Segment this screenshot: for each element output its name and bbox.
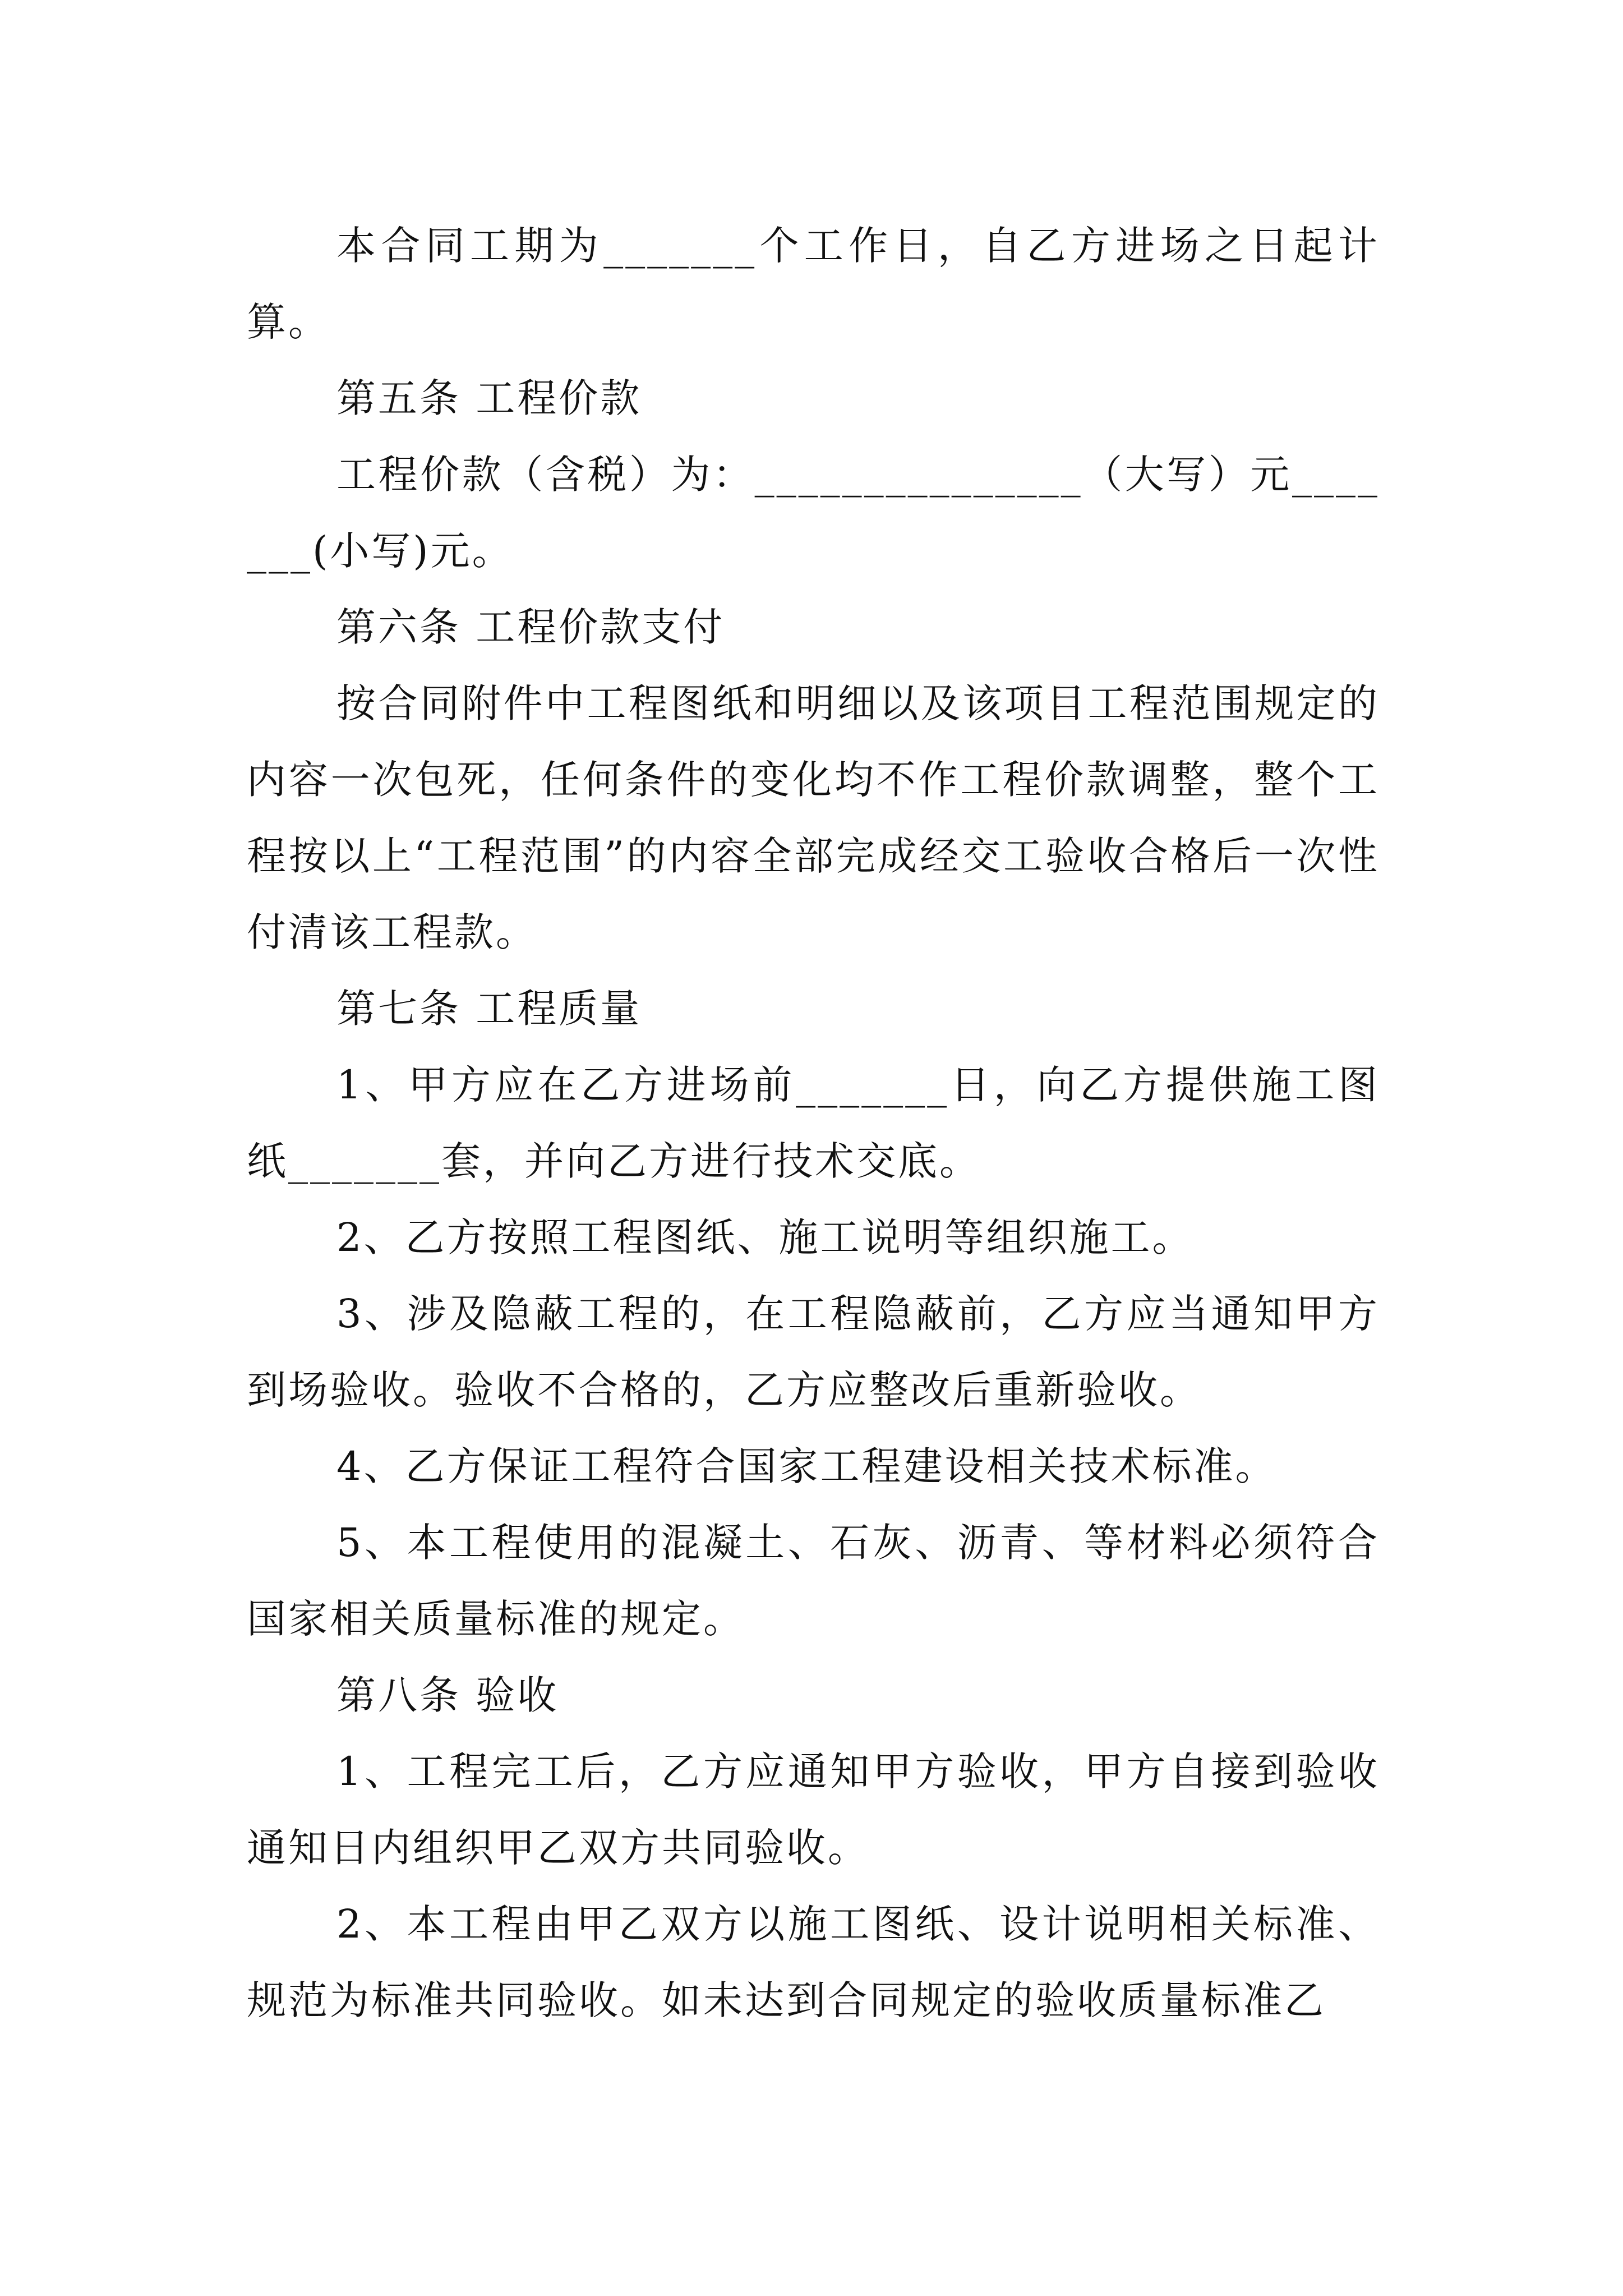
article-5-heading: 第五条 工程价款 <box>336 375 642 421</box>
article-7-heading: 第七条 工程质量 <box>336 986 642 1032</box>
paragraph-construction-period: 本合同工期为_______个工作日，自乙方进场之日起计算。 <box>247 223 1380 345</box>
article-8-heading: 第八条 验收 <box>336 1672 559 1718</box>
article-6-heading: 第六条 工程价款支付 <box>336 604 725 650</box>
paragraph-payment-terms: 按合同附件中工程图纸和明细以及该项目工程范围规定的内容一次包死，任何条件的变化均不作工程价款调整，整个工程按以上“工程范围”的内容全部完成经交工验收合格后一次性付清该工程款。 <box>247 680 1380 955</box>
paragraph-acceptance-2: 2、本工程由甲乙双方以施工图纸、设计说明相关标准、规范为标准共同验收。如未达到合同规定的验收质量标准乙 <box>247 1901 1380 2023</box>
paragraph-project-price: 工程价款（含税）为：_______________（大写）元_______(小写)元。 <box>247 452 1380 574</box>
paragraph-quality-1: 1、甲方应在乙方进场前_______日，向乙方提供施工图纸_______套，并向乙方进行技术交底。 <box>247 1062 1380 1184</box>
paragraph-quality-5: 5、本工程使用的混凝土、石灰、沥青、等材料必须符合国家相关质量标准的规定。 <box>247 1520 1380 1642</box>
paragraph-quality-4: 4、乙方保证工程符合国家工程建设相关技术标准。 <box>336 1443 1277 1489</box>
document-body <box>247 208 1380 2039</box>
paragraph-acceptance-1: 1、工程完工后，乙方应通知甲方验收，甲方自接到验收通知日内组织甲乙双方共同验收。 <box>247 1749 1380 1871</box>
paragraph-quality-2: 2、乙方按照工程图纸、施工说明等组织施工。 <box>336 1214 1194 1260</box>
paragraph-quality-3: 3、涉及隐蔽工程的，在工程隐蔽前，乙方应当通知甲方到场验收。验收不合格的，乙方应整改后重新验收。 <box>247 1291 1380 1413</box>
